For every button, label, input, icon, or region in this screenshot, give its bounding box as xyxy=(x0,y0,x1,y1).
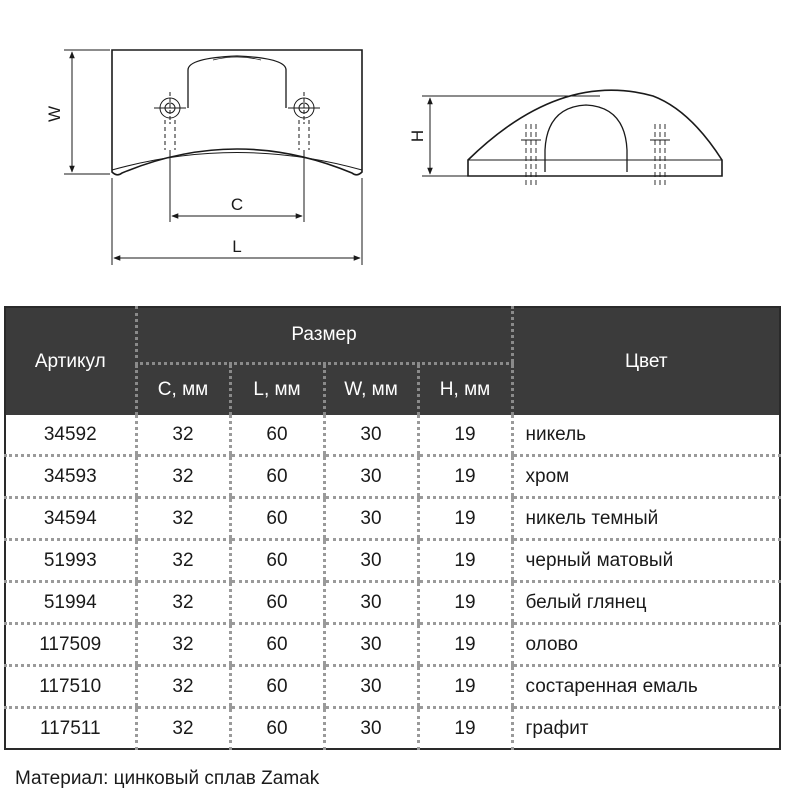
cell-h: 19 xyxy=(418,456,512,498)
cell-l: 60 xyxy=(230,624,324,666)
cell-l: 60 xyxy=(230,540,324,582)
cell-article: 117510 xyxy=(5,666,136,708)
dimension-w-label: W xyxy=(45,105,64,123)
cell-h: 19 xyxy=(418,666,512,708)
cell-h: 19 xyxy=(418,624,512,666)
cell-c: 32 xyxy=(136,666,230,708)
table-row xyxy=(5,540,780,582)
cell-l: 60 xyxy=(230,582,324,624)
header-dim-l: L, мм xyxy=(230,364,324,416)
table-row xyxy=(5,708,780,750)
technical-drawing xyxy=(0,0,800,300)
dimension-h xyxy=(422,96,600,176)
cell-c: 32 xyxy=(136,624,230,666)
material-note: Материал: цинковый сплав Zamak xyxy=(15,768,320,789)
cell-article: 34592 xyxy=(5,415,136,456)
cell-h: 19 xyxy=(418,498,512,540)
cell-c: 32 xyxy=(136,415,230,456)
cell-w: 30 xyxy=(324,582,418,624)
header-dim-h: H, мм xyxy=(418,364,512,416)
mount-hole-left xyxy=(154,92,186,150)
header-dim-w: W, мм xyxy=(324,364,418,416)
handle-side-view xyxy=(468,90,722,176)
cell-c: 32 xyxy=(136,582,230,624)
cell-w: 30 xyxy=(324,498,418,540)
header-dim-c: C, мм xyxy=(136,364,230,416)
cell-h: 19 xyxy=(418,540,512,582)
cell-w: 30 xyxy=(324,666,418,708)
cell-article: 51993 xyxy=(5,540,136,582)
table-row xyxy=(5,456,780,498)
side-screw-right xyxy=(650,124,670,188)
cell-h: 19 xyxy=(418,708,512,750)
dimension-w xyxy=(64,50,110,174)
spec-table xyxy=(4,306,781,750)
dimension-h-label: H xyxy=(408,129,427,143)
header-color: Цвет xyxy=(512,307,780,415)
mount-hole-right xyxy=(288,92,320,150)
cell-h: 19 xyxy=(418,415,512,456)
side-screw-left xyxy=(521,124,541,188)
cell-c: 32 xyxy=(136,498,230,540)
cell-article: 34594 xyxy=(5,498,136,540)
cell-l: 60 xyxy=(230,415,324,456)
cell-article: 51994 xyxy=(5,582,136,624)
cell-article: 117509 xyxy=(5,624,136,666)
cell-h: 19 xyxy=(418,582,512,624)
cell-color: белый глянец xyxy=(512,582,780,624)
cell-w: 30 xyxy=(324,540,418,582)
dimension-l-label: L xyxy=(232,237,242,256)
cell-color: хром xyxy=(512,456,780,498)
cell-l: 60 xyxy=(230,708,324,750)
cell-w: 30 xyxy=(324,415,418,456)
cell-article: 117511 xyxy=(39,717,101,739)
cell-l: 60 xyxy=(230,456,324,498)
cell-c: 32 xyxy=(136,708,230,750)
dimension-c-label: C xyxy=(230,195,244,214)
cell-article: 34593 xyxy=(5,456,136,498)
cell-color: олово xyxy=(512,624,780,666)
cell-color: графит xyxy=(512,708,780,750)
cell-color: никель темный xyxy=(512,498,780,540)
cell-c: 32 xyxy=(136,456,230,498)
header-size-group: Размер xyxy=(136,307,512,364)
table-row xyxy=(5,498,780,540)
cell-color: никель xyxy=(512,415,780,456)
table-row xyxy=(5,415,780,456)
table-row xyxy=(5,666,780,708)
cell-l: 60 xyxy=(230,666,324,708)
cell-w: 30 xyxy=(324,624,418,666)
table-row xyxy=(5,582,780,624)
header-article: Артикул xyxy=(5,307,136,415)
cell-w: 30 xyxy=(324,456,418,498)
cell-color: черный матовый xyxy=(512,540,780,582)
cell-l: 60 xyxy=(230,498,324,540)
cell-w: 30 xyxy=(324,708,418,750)
handle-top-view xyxy=(112,50,362,175)
table-row xyxy=(5,624,780,666)
cell-color: состаренная емаль xyxy=(512,666,780,708)
cell-c: 32 xyxy=(136,540,230,582)
